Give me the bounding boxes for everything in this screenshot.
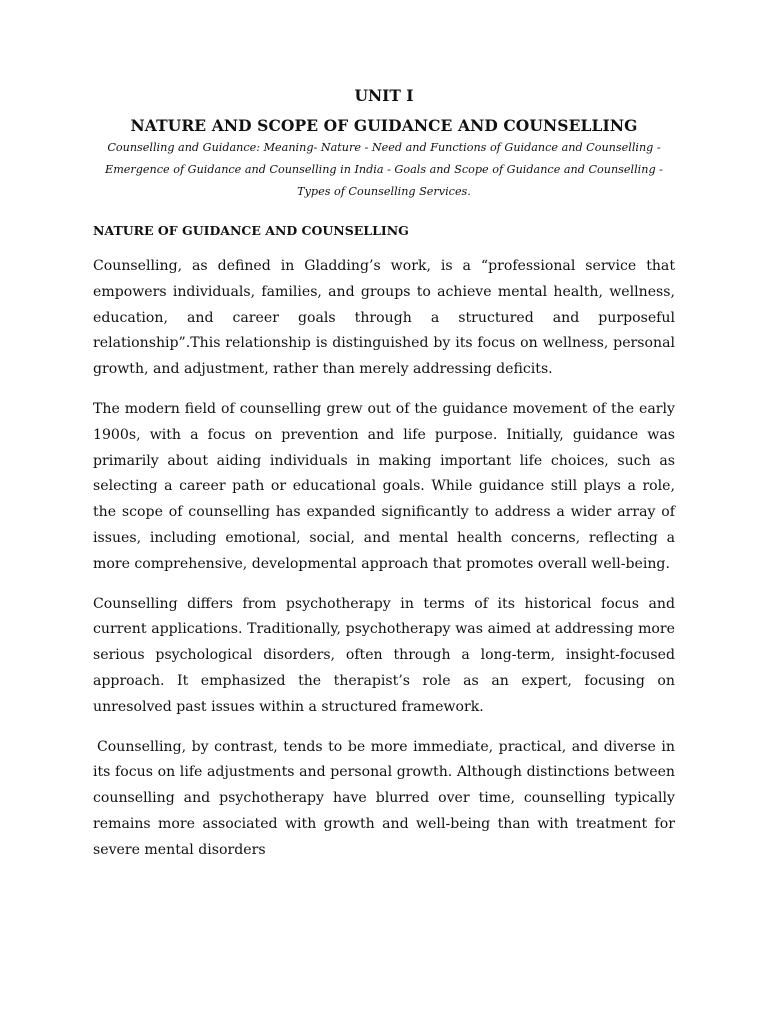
- paragraph-contrast: Counselling, by contrast, tends to be more immediate, practical, and diverse in its focus on life adjustments and personal growth. Although distinctions between counselling and psychotherapy have blurred over time, counselling typically remains more associated with growth and well-being than with treatment for severe mental disorders: [93, 738, 675, 858]
- section-heading: NATURE OF GUIDANCE AND COUNSELLING: [93, 223, 409, 238]
- paragraph-psychotherapy: Counselling differs from psychotherapy in terms of its historical focus and current applications. Traditionally, psychotherapy was aimed at addressing more serious psychological disorders, often through a long-term, insight-focused approach. It emphasized the therapist’s role as an expert, focusing on unresolved past issues within a structured framework.: [93, 595, 675, 715]
- page-title: NATURE AND SCOPE OF GUIDANCE AND COUNSELLING: [130, 116, 638, 135]
- paragraph-definition: Counselling, as defined in Gladding’s work, is a “professional service that empowers individuals, families, and groups to achieve mental health, wellness, education, and career goals through a structured and purposeful relationship”.This relationship is distinguished by its focus on wellness, personal growth, and adjustment, rather than merely addressing deficits.: [93, 258, 675, 378]
- unit-label: UNIT I: [354, 86, 414, 105]
- paragraph-history: The modern field of counselling grew out of the guidance movement of the early 1900s, with a focus on prevention and life purpose. Initially, guidance was primarily about aiding individuals in making important life choices, such as selecting a career path or educational goals. While guidance still plays a role, the scope of counselling has expanded significantly to address a wider array of issues, including emotional, social, and mental health concerns, reflecting a more comprehensive, developmental approach that promotes overall well-being.: [93, 400, 675, 572]
- topics-summary: Counselling and Guidance: Meaning- Nature - Need and Functions of Guidance and Counselling - Emergence of Guidance and Counselling in India - Goals and Scope of Guidance and Counselling - Types of Counselling Services.: [105, 141, 663, 198]
- document-page: [93, 86, 675, 864]
